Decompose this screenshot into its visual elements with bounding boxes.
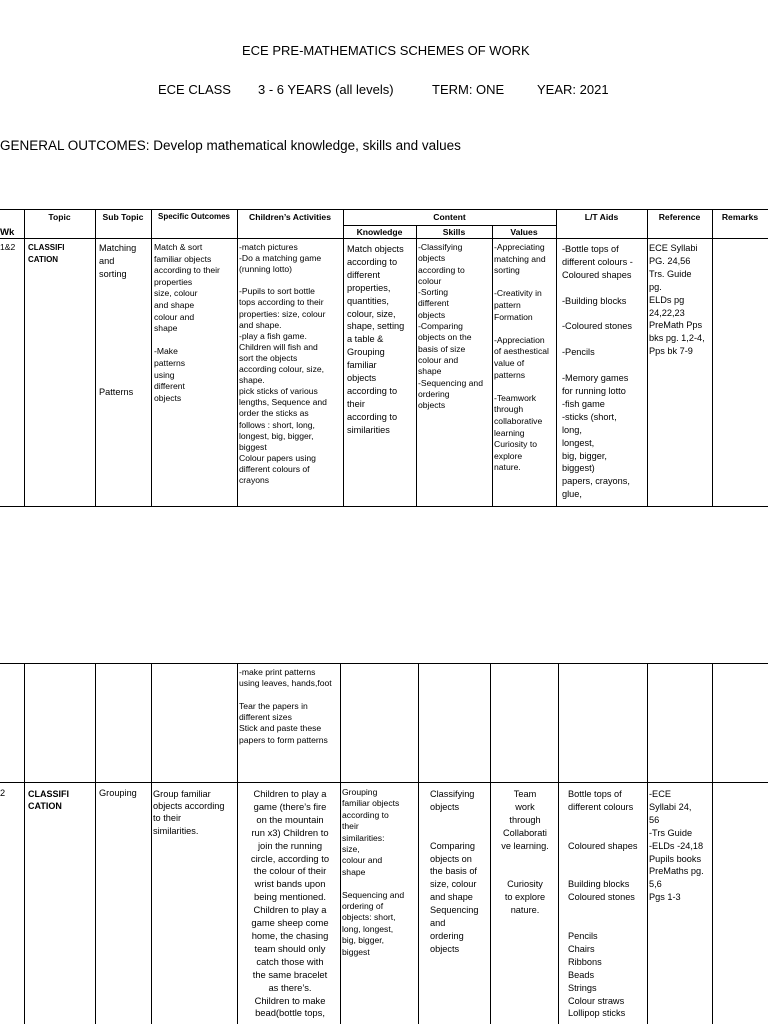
header-skills: Skills: [442, 227, 466, 237]
row3-specific-outcomes: Group familiar objects according to their similarities.: [153, 789, 225, 836]
rule: [151, 663, 152, 1024]
row1-subtopic-patterns: Patterns: [99, 387, 134, 397]
row3-knowledge: Grouping familiar objects according to their similarities: size, colour and shape Sequencing and ordering of objects: short, long, longest, big, bigger, biggest: [342, 787, 405, 957]
row1-specific-outcomes: Match & sort familiar objects according to their properties size, colour and shape colour and shape -Make patterns using different objects: [154, 242, 220, 403]
header-content: Content: [433, 212, 466, 222]
rule: [343, 209, 344, 506]
rule: [0, 663, 768, 664]
rule: [556, 209, 557, 506]
year-label: YEAR: 2021: [537, 82, 609, 97]
rule: [647, 209, 648, 506]
rule: [418, 663, 419, 1024]
rule: [343, 225, 556, 226]
rule: [0, 782, 768, 783]
class-label: ECE CLASS: [158, 82, 231, 97]
rule: [151, 209, 152, 506]
header-knowledge: Knowledge: [356, 227, 403, 237]
header-wk: Wk: [0, 227, 15, 238]
row1-activities: -match pictures -Do a matching game (running lotto) -Pupils to sort bottle tops according to their properties: size, colour and shape. -play a fish game. Children will fish and sort the objects according colour, size, shape. pick sticks of various lengths, Sequence and order the sticks as follows : short, long, longest, big, bigger, biggest Colour papers using different colours of crayons: [239, 242, 327, 485]
row1-wk: 1&2: [0, 242, 16, 252]
age-range: 3 - 6 YEARS (all levels): [258, 82, 394, 97]
rule: [95, 663, 96, 1024]
header-specific-outcomes: Specific Outcomes: [157, 212, 231, 221]
row1-reference: ECE Syllabi PG. 24,56 Trs. Guide pg. ELDs pg 24,22,23 PreMath Pps bks pg. 1,2-4, Pps bk 7-9: [649, 243, 705, 357]
row3-skills: Classifying objects Comparing objects on the basis of size, colour and shape Sequencing and ordering objects: [430, 789, 479, 954]
rule: [0, 238, 768, 239]
rule: [647, 663, 648, 1024]
rule: [416, 225, 417, 506]
row3-subtopic: Grouping: [99, 788, 137, 798]
header-remarks: Remarks: [721, 212, 759, 222]
general-outcomes: GENERAL OUTCOMES: Develop mathematical knowledge, skills and values: [0, 138, 461, 153]
rule: [558, 663, 559, 1024]
row3-lt-aids: Bottle tops of different colours Coloured shapes Building blocks Coloured stones Pencils Chairs Ribbons Beads Strings Colour straws Lollipop sticks: [568, 789, 638, 1019]
header-reference: Reference: [658, 212, 701, 222]
rule: [24, 663, 25, 1024]
header-topic: Topic: [48, 212, 71, 222]
rule: [492, 225, 493, 506]
header-subtopic: Sub Topic: [102, 212, 144, 222]
row1-values: -Appreciating matching and sorting -Creativity in pattern Formation -Appreciation of aesthestical value of patterns -Teamwork through collaborative learning Curiosity to explore nature.: [494, 242, 549, 473]
rule: [237, 663, 238, 1024]
row1-lt-aids: -Bottle tops of different colours - Coloured shapes -Building blocks -Coloured stones -Pencils -Memory games for running lotto -fish game -sticks (short, long, longest, big, bigger, biggest) papers, crayons, glue,: [562, 244, 633, 500]
rule: [0, 506, 768, 507]
rule: [712, 209, 713, 506]
rule: [0, 209, 768, 210]
rule: [237, 209, 238, 506]
rule: [340, 663, 341, 1024]
header-activities: Children’s Activities: [249, 212, 331, 222]
rule: [490, 663, 491, 1024]
row3-wk: 2: [0, 788, 6, 798]
row3-activities: Children to play a game (there’s fire on the mountain run x3) Children to join the running circle, according to the colour of their wrist bands upon being mentioned. Children to play a game sheep come home, the chasing team should only catch those with the same bracelet as there’s. Children to make bead(bottle tops,: [250, 788, 330, 1019]
header-aids: L/T Aids: [584, 212, 619, 222]
row3-reference: -ECE Syllabi 24, 56 -Trs Guide -ELDs -24,18 Pupils books PreMaths pg. 5,6 Pgs 1-3: [649, 789, 704, 903]
document-title: ECE PRE-MATHEMATICS SCHEMES OF WORK: [242, 43, 530, 58]
rule: [24, 209, 25, 506]
rule: [95, 209, 96, 506]
row1-knowledge: Match objects according to different properties, quantities, colour, size, shape, setting a table & Grouping familiar objects according to their according to similarities: [347, 244, 405, 435]
row1-subtopic: Matching and sorting: [99, 243, 137, 279]
header-values: Values: [510, 227, 538, 237]
term-label: TERM: ONE: [432, 82, 505, 97]
rule: [712, 663, 713, 1024]
row2-activities: -make print patterns using leaves, hands,foot Tear the papers in different sizes Stick and paste these papers to form patterns: [239, 667, 332, 745]
row1-topic: CLASSIFI CATION: [28, 243, 65, 264]
row3-values: Team work through Collaborati ve learning. Curiosity to explore nature.: [501, 789, 549, 916]
row1-skills: -Classifying objects according to colour -Sorting different objects -Comparing objects on the basis of size colour and shape -Sequencing and ordering objects: [418, 242, 483, 411]
row3-topic: CLASSIFI CATION: [28, 789, 70, 811]
